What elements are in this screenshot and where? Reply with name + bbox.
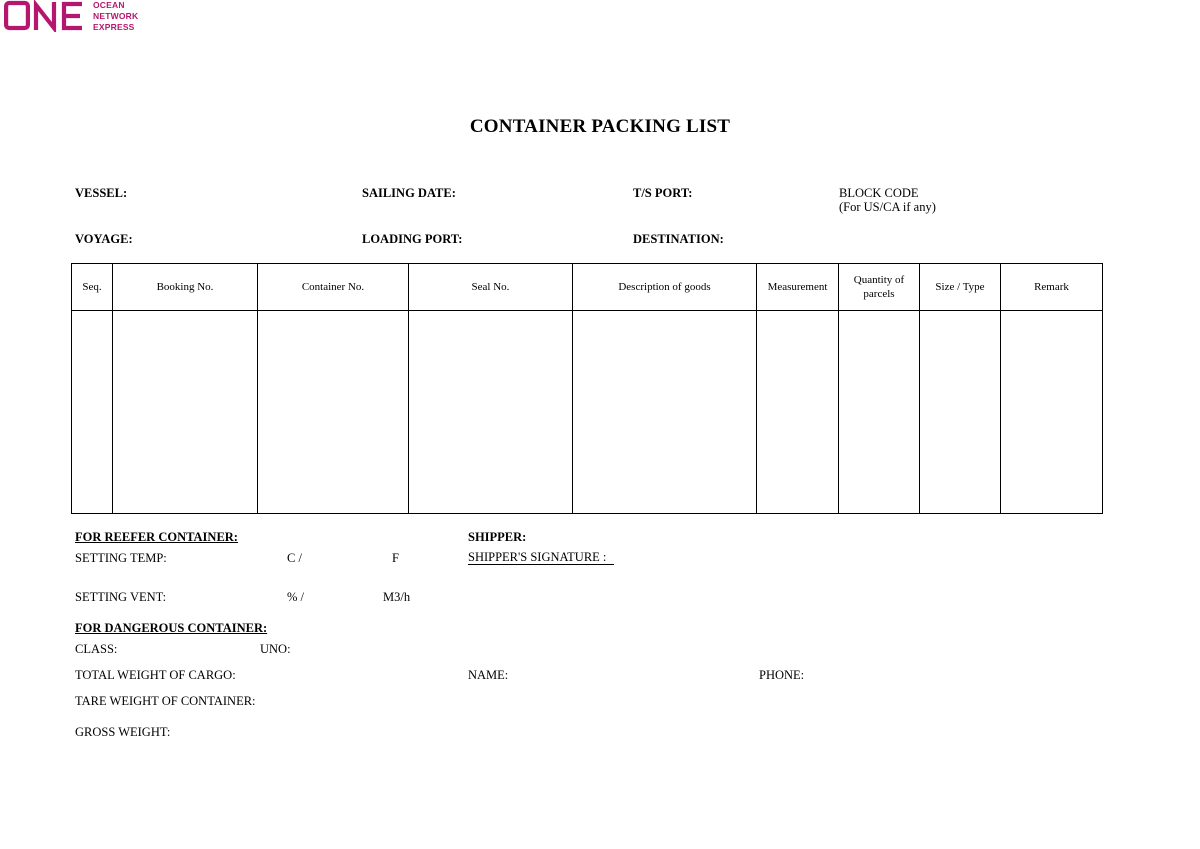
column-header-description: Description of goods [573,264,757,311]
voyage-label: VOYAGE: [75,232,133,246]
logo-line-express: EXPRESS [93,22,135,32]
signature-line[interactable] [468,564,614,565]
shipper-label: SHIPPER: [468,530,527,544]
phone-label: PHONE: [759,668,805,682]
temp-fahrenheit-unit: F [392,551,399,565]
gross-weight-label: GROSS WEIGHT: [75,725,171,739]
column-header-seq: Seq. [72,264,113,311]
block-code-label: BLOCK CODE [839,186,919,200]
column-header-container-no: Container No. [258,264,409,311]
logo-line-ocean: OCEAN [93,0,125,10]
booking-no-cell[interactable] [113,311,258,514]
block-code-note: (For US/CA if any) [839,200,936,214]
packing-list-table [71,263,1103,514]
measurement-cell[interactable] [757,311,839,514]
sailing-date-label: SAILING DATE: [362,186,456,200]
seq-cell[interactable] [72,311,113,514]
column-header-quantity: Quantity of parcels [839,264,920,311]
loading-port-label: LOADING PORT: [362,232,463,246]
column-header-seal-no: Seal No. [409,264,573,311]
setting-vent-label: SETTING VENT: [75,590,167,604]
total-weight-label: TOTAL WEIGHT OF CARGO: [75,668,236,682]
vessel-label: VESSEL: [75,186,128,200]
ts-port-label: T/S PORT: [633,186,693,200]
column-header-measurement: Measurement [757,264,839,311]
table-row [72,311,1103,514]
dangerous-heading: FOR DANGEROUS CONTAINER: [75,621,268,635]
table-header-row [72,264,1103,311]
size-type-cell[interactable] [920,311,1001,514]
column-header-booking-no: Booking No. [113,264,258,311]
remark-cell[interactable] [1001,311,1103,514]
class-label: CLASS: [75,642,118,656]
setting-temp-label: SETTING TEMP: [75,551,167,565]
vent-m3h-unit: M3/h [383,590,411,604]
logo-line-network: NETWORK [93,11,139,21]
quantity-cell[interactable] [839,311,920,514]
tare-weight-label: TARE WEIGHT OF CONTAINER: [75,694,256,708]
shipper-signature-label: SHIPPER'S SIGNATURE : [468,550,607,564]
temp-celsius-unit: C / [287,551,302,565]
name-label: NAME: [468,668,509,682]
vent-percent-unit: % / [287,590,305,604]
column-header-remark: Remark [1001,264,1103,311]
page-title: CONTAINER PACKING LIST [469,116,731,137]
column-header-size-type: Size / Type [920,264,1001,311]
one-logo-mark [4,0,88,32]
description-cell[interactable] [573,311,757,514]
reefer-heading: FOR REEFER CONTAINER: [75,530,238,544]
destination-label: DESTINATION: [633,232,724,246]
uno-label: UNO: [260,642,291,656]
container-no-cell[interactable] [258,311,409,514]
seal-no-cell[interactable] [409,311,573,514]
company-logo [4,0,139,32]
